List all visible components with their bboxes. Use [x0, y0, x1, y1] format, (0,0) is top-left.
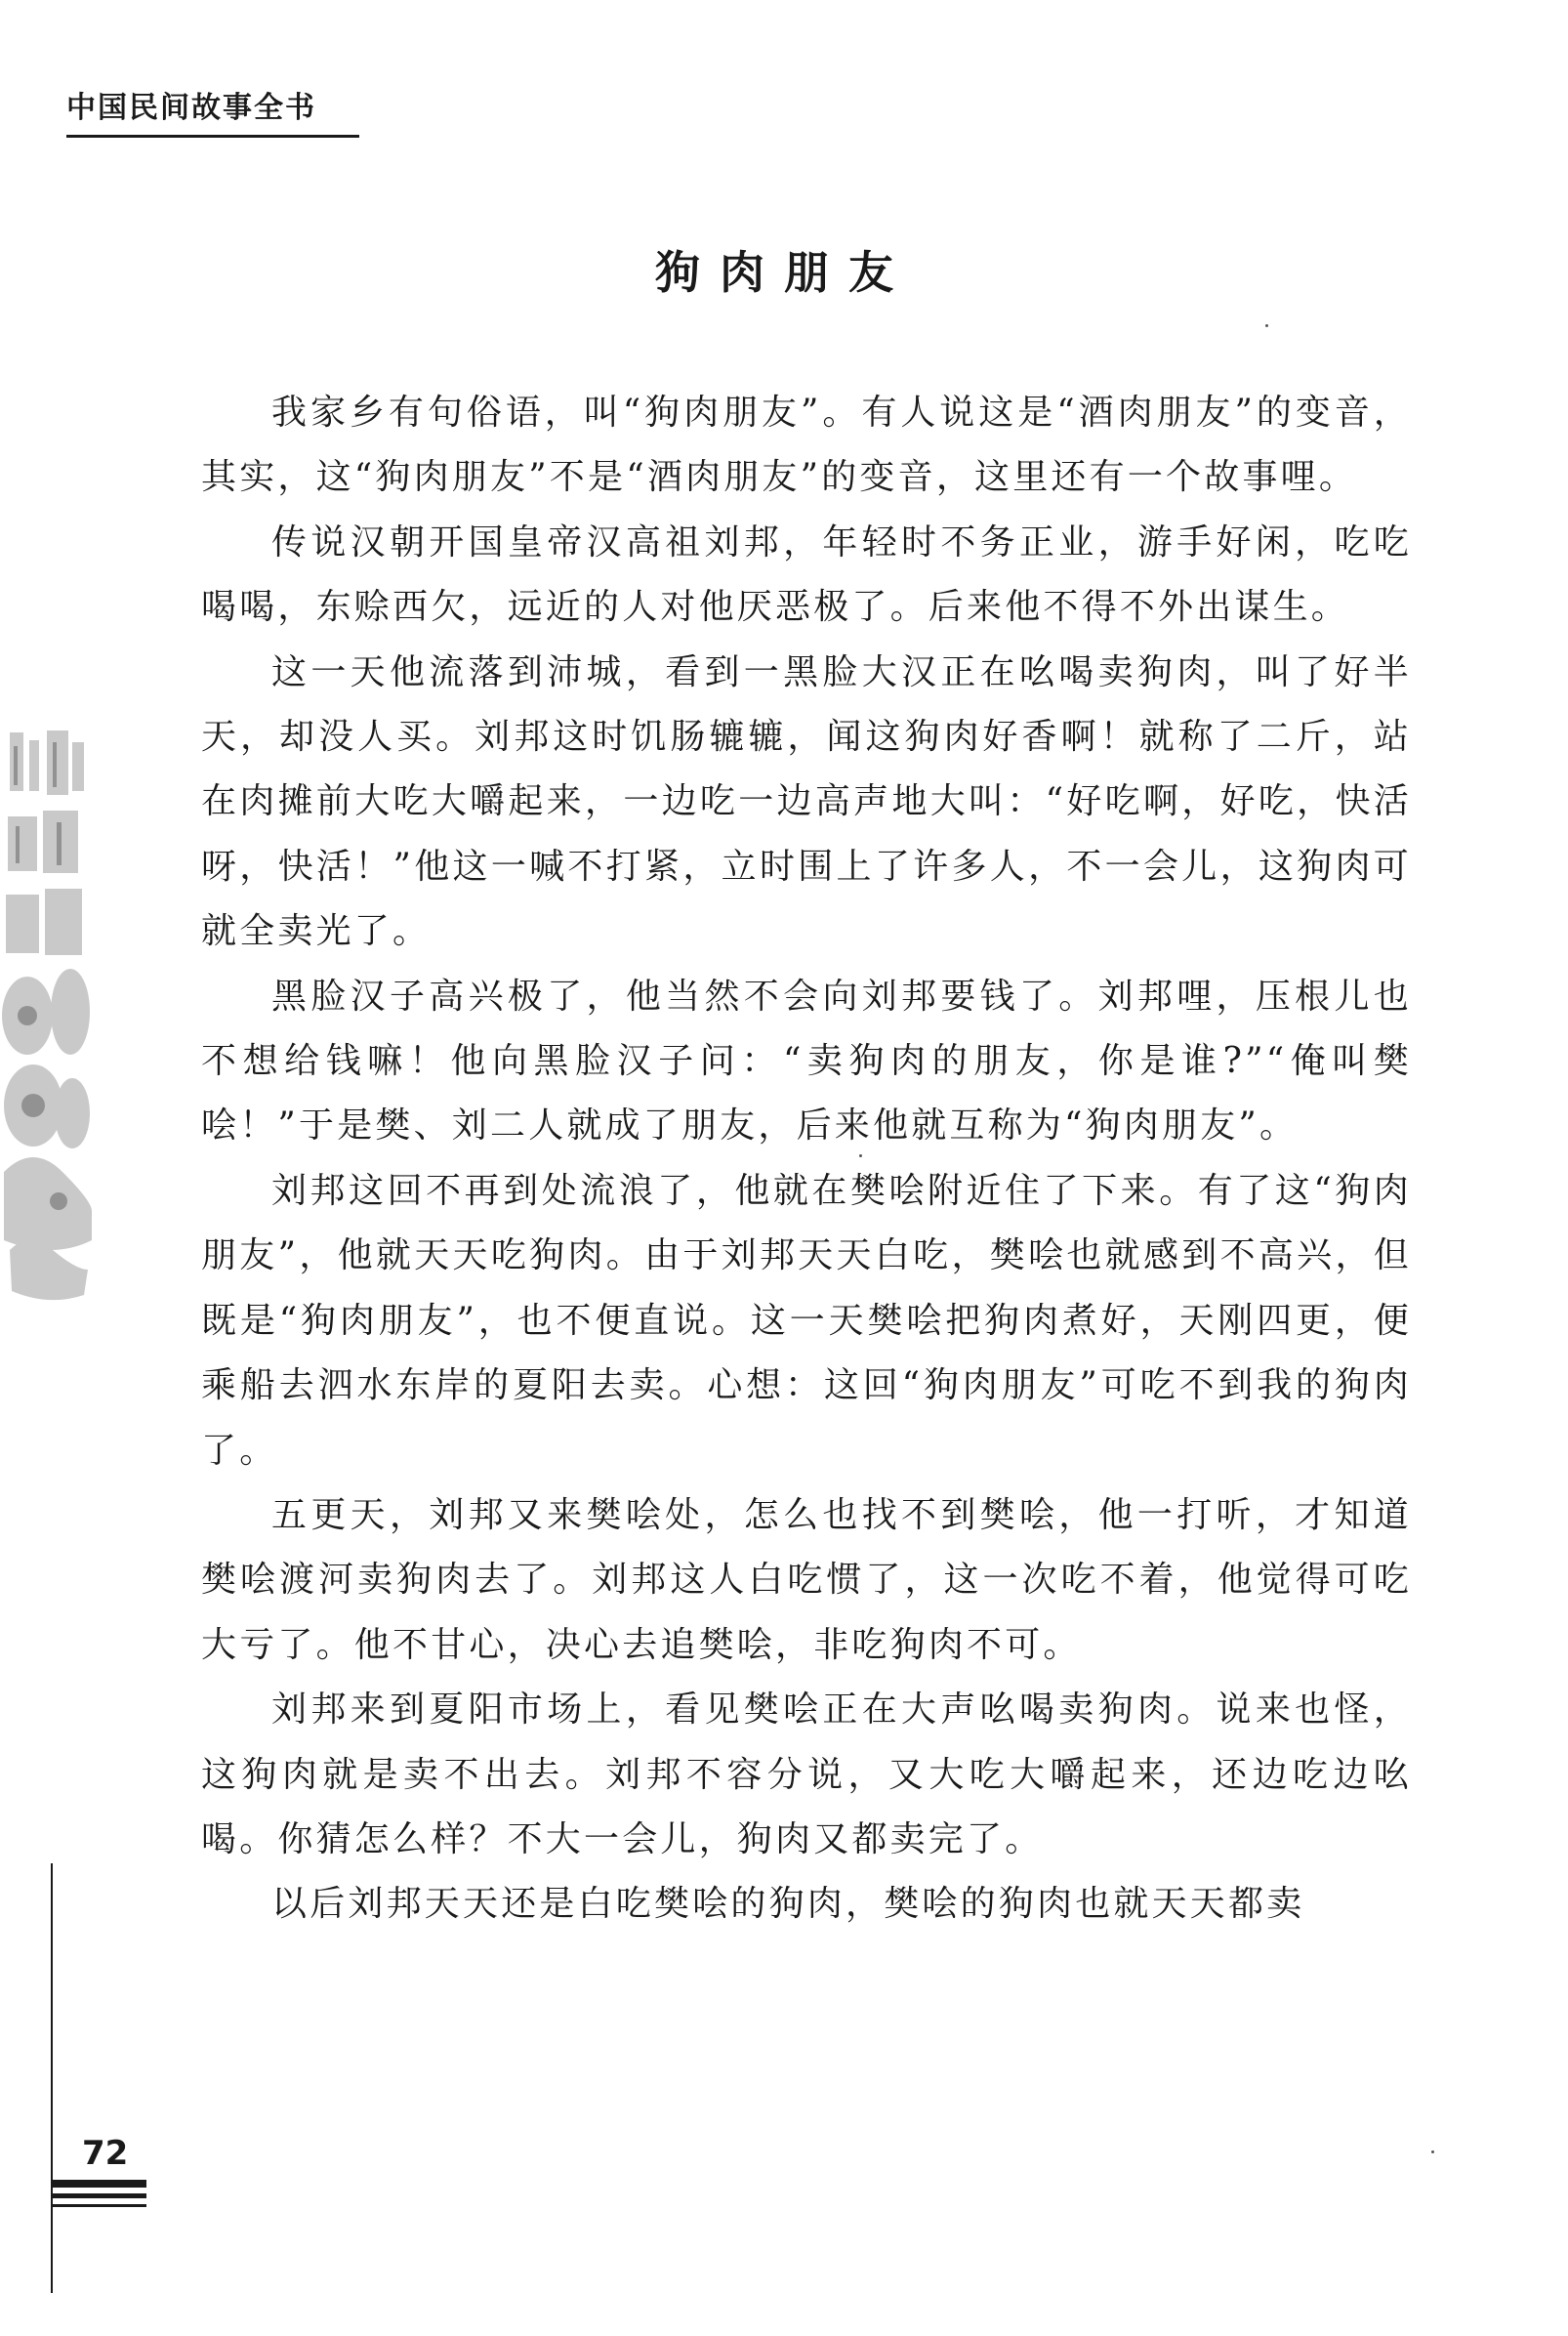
paragraph: 刘邦这回不再到处流浪了，他就在樊哙附近住了下来。有了这“狗肉朋友”，他就天天吃狗肉。由于刘邦天天白吃，樊哙也就感到不高兴，但既是“狗肉朋友”，也不便直说。这一天樊哙把狗肉煮好，天刚四更，便乘船去泗水东岸的夏阳去卖。心想：这回“狗肉朋友”可吃不到我的狗肉了。: [201, 1170, 1412, 1471]
footer-rule: [51, 2180, 146, 2188]
ink-speck: [1265, 324, 1268, 327]
running-head-rule: [66, 135, 359, 138]
paragraph: 这一天他流落到沛城，看到一黑脸大汉正在吆喝卖狗肉，叫了好半天，却没人买。刘邦这时饥肠辘辘，闻这狗肉好香啊！就称了二斤，站在肉摊前大吃大嚼起来，一边吃一边高声地大叫：“好吃啊，好吃，快活呀，快活！”他这一喊不打紧，立时围上了许多人，不一会儿，这狗肉可就全卖光了。: [201, 651, 1412, 952]
story-body: [201, 381, 1412, 1938]
footer-rule: [51, 2193, 146, 2198]
paragraph: 传说汉朝开国皇帝汉高祖刘邦，年轻时不务正业，游手好闲，吃吃喝喝，东赊西欠，远近的人对他厌恶极了。后来他不得不外出谋生。: [201, 521, 1412, 628]
paragraph: 以后刘邦天天还是白吃樊哙的狗肉，樊哙的狗肉也就天天都卖: [271, 1884, 1305, 1925]
paragraph: 刘邦来到夏阳市场上，看见樊哙正在大声吆喝卖狗肉。说来也怪，这狗肉就是卖不出去。刘邦不容分说，又大吃大嚼起来，还边吃边吆喝。你猜怎么样？不大一会儿，狗肉又都卖完了。: [201, 1689, 1412, 1859]
running-head: 中国民间故事全书: [66, 91, 316, 125]
ink-speck: [1431, 2150, 1434, 2153]
paragraph: 黑脸汉子高兴极了，他当然不会向刘邦要钱了。刘邦哩，压根儿也不想给钱嘛！他向黑脸汉子问：“卖狗肉的朋友，你是谁?”“俺叫樊哙！”于是樊、刘二人就成了朋友，后来他就互称为“狗肉朋友”。: [201, 976, 1412, 1147]
margin-line: [51, 1863, 53, 2293]
paragraph: 我家乡有句俗语，叫“狗肉朋友”。有人说这是“酒肉朋友”的变音，其实，这“狗肉朋友”不是“酒肉朋友”的变音，这里还有一个故事哩。: [201, 393, 1412, 498]
ink-speck: [859, 1154, 862, 1157]
side-decoration-image: [0, 723, 94, 1309]
footer-rule: [51, 2204, 146, 2207]
story-title: 狗肉朋友: [655, 246, 913, 299]
page-number: 72: [82, 2134, 129, 2173]
paragraph: 五更天，刘邦又来樊哙处，怎么也找不到樊哙，他一打听，才知道樊哙渡河卖狗肉去了。刘邦这人白吃惯了，这一次吃不着，他觉得可吃大亏了。他不甘心，决心去追樊哙，非吃狗肉不可。: [201, 1494, 1412, 1665]
